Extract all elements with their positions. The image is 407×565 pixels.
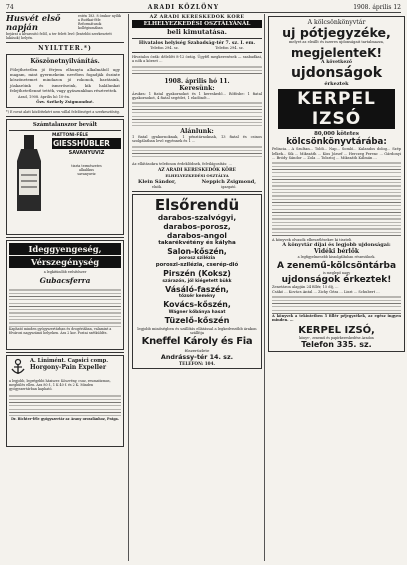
- giesshubler-sub2: alkalikus: [79, 168, 94, 173]
- library-bottom-line: A könyvek a tekintetben 5 fillér péjegyzékek, az egész ingyen minden. ...: [272, 314, 401, 323]
- kore-title-2: AZ ARADI KERESKEDŐK KÖRE: [158, 168, 236, 174]
- giesshubler-ad-title: Számtalanszor bevált: [32, 122, 98, 129]
- kerpel-small: KERPEL IZSÓ,: [298, 324, 375, 336]
- library-megjelent: megjelenteK!: [291, 46, 382, 61]
- sign-left-role: elnök.: [151, 185, 163, 190]
- keresunk-heading: Keresünk:: [179, 84, 215, 92]
- kneffel-name: Kneffel Károly és Fia: [141, 336, 253, 348]
- column-right: [264, 14, 405, 561]
- elsorendu-heading: Elsőrendü: [154, 196, 240, 215]
- alanunk-body: 1 fiatal gyakornoknak, 1 pénztárnoknak, 13 fiatal és csinos szolgálatban levő egyénnek és 1 ...: [132, 135, 262, 144]
- thanks-notice: [6, 54, 124, 108]
- page-header: [6, 3, 401, 13]
- easter-ad-body: bejárat a klvarositó felől, a ter felett levő (lentebbi szerkesztett lakások) helyén.: [6, 32, 112, 40]
- kore-banner: ELHELYEZKEDÉSI OSZTÁLYÁNÁL: [132, 20, 262, 28]
- iced-title-1: Ideggyengeség,: [9, 243, 121, 255]
- coal-line: Kovács-kőszén,: [163, 300, 231, 310]
- masthead: ARADI KÖZLÖNY: [147, 4, 220, 11]
- kerpel-phone: Telefon 335. sz.: [301, 339, 372, 349]
- coal-line: darabos-porosz,: [163, 222, 231, 232]
- library-vtar: kölcsönkönyvtárába:: [286, 137, 387, 148]
- post-line: Telefon 294. sz.: [215, 46, 244, 50]
- coal-line: darabos-szalvógyi,: [157, 213, 237, 223]
- library-ad: [268, 16, 405, 352]
- april-date: 1908. április hó 11.: [164, 77, 230, 85]
- office-body: Hivatalos órák: délelőtt 8-12 óráig. Ügyfél megkeresések — szabadkai, a nők a körzet ...: [132, 55, 262, 64]
- alanunk-heading: Alánlunk:: [180, 128, 214, 136]
- thanks-signature: Özv. Székely Zsigmondné.: [36, 99, 94, 105]
- coal-list: [136, 213, 258, 325]
- coal-line: Salon-kőszén,: [167, 247, 227, 257]
- library-body3: Csákó ... Kovács Antal ... Zichy Géza ... Liszt ... Schubert ...: [272, 289, 380, 294]
- kerpel-brand: KERPEL IZSÓ: [278, 89, 395, 129]
- coal-line: takarékvétény és kályha: [158, 240, 236, 247]
- mattoni-label: MATTONI-FÉLE: [52, 133, 89, 139]
- library-body: Pelincia... A Szultan... Toldi... Nap... Somló... Kalandos dolog... Szép lelkek... Sik ... Mikszáth ... Kiss József ... Herczeg Ferenc ... Gárdonyi ... Bródy Sándor ... Zola ... Tolsztoj ... Mikszáth Kálmán ...: [272, 147, 401, 160]
- expeller-title-1: A. Linimént. Capsici comp.: [30, 358, 109, 365]
- library-videki: Vidéki bérlők: [314, 248, 359, 256]
- library-videki-body: a legfigyelmesebb kiszolgálásban részesülnek.: [297, 255, 376, 260]
- coal-line: porosz szilézia: [178, 256, 216, 262]
- page-number: 74: [6, 4, 14, 11]
- library-zenemu: A zenemű-kölcsöntárba: [276, 261, 397, 272]
- anchor-icon: [9, 358, 27, 376]
- expeller-title-2: Horgony-Pain Expeller: [30, 364, 107, 372]
- library-kotet: 80,000 kötetes: [314, 131, 359, 138]
- library-ujdonsagok: ujdonságok: [290, 65, 383, 82]
- expeller-foot: Dr. Richter-féle gyógyszertár az Arany oroszlánhoz, Prága.: [11, 417, 119, 422]
- sign-right-role: igazgató.: [221, 185, 237, 190]
- library-small-title: A könyvtár díjai és legjobb ujdonságai:: [282, 242, 391, 249]
- library-erkeztek: érkeztek: [324, 81, 349, 88]
- iced-sub: a legkitünőbb erősítőszer: [43, 270, 87, 275]
- footnote: *) E rovat alatt közlöttekért nem vállal felelősséget a szerkesztőség.: [6, 110, 120, 115]
- kerpel-small-sub: könyv-, zenemű és papírkereskedése Aradon: [299, 335, 374, 340]
- giesshubler-sub1: tiszta természetes: [71, 164, 102, 169]
- kneffel-phone: TELEFON: 104.: [179, 361, 215, 367]
- easter-ad-title: Husvét első napján: [6, 14, 61, 32]
- library-zenemu-sub: is meglepő nagy: [322, 271, 351, 276]
- coal-line: szárazón, jól kiégetett bükk: [162, 278, 232, 284]
- giesshubler-sub3: savanyuviz: [77, 172, 96, 177]
- easter-ad: [6, 14, 124, 32]
- alanunk-note: Az ellátásokra telefonon érdeklődnek, felvilágosítás: ...: [132, 161, 232, 166]
- library-ujdonsagok2: ujdonságok érkeztek!: [281, 275, 392, 286]
- expeller-body: a legjobb, legrégebbi háziszer. Köszvény, csuz, reumatizmus, meghülés ellen. Ára 80 f., 1 K 40 f. és 2 K. Minden gyógyszertárban kapható.: [9, 379, 111, 392]
- kneffel-ad: [132, 194, 262, 369]
- coal-line: Tüzelő-kőszén: [164, 314, 230, 325]
- library-zenemu-body: Zenetáron alapján 24 fillér, 15 díj, ...: [272, 285, 339, 290]
- sign-right-name: Neppich Zsigmond,: [201, 179, 256, 186]
- coal-line: poroszi-szilézia, cserép-dió: [155, 262, 239, 269]
- phone-line: Telefon 294. sz.: [150, 46, 179, 50]
- iced-title-2: Vérszegénység: [9, 256, 121, 268]
- coal-line: Pirszén (Koksz): [163, 269, 231, 279]
- keresunk-body: Árukra: 1 fiatal gyakornokot és 1 kereskedő... Rőfösbe: 1 fiatal gyakornokot, 4 fiatal segédet, 1 eladónőt...: [132, 91, 262, 100]
- iced-body: Kapható minden gyógyszertárban és drogériában, valamint a fővárosi nagyszámú helyeken. Ára 2 kor. Postai szétküldés.: [9, 327, 112, 336]
- library-big1: uj pótjegyzéke,: [282, 25, 391, 40]
- kneffel-address: Andrássy-tér 14. sz.: [160, 353, 234, 362]
- office-line: Hivatalos helyiség Szabadság-tér 7. sz. I. em.: [138, 41, 256, 46]
- giesshubler-ad: [6, 119, 124, 235]
- coal-line: Wágner kőbánya hasat: [168, 309, 226, 315]
- thanks-date: Arad, 1908. április hó 10-én.: [18, 95, 71, 100]
- easter-ad-side: estén 183. 8 órakor nyílik a Ruttkai-féle Reformátusok kollégiumában: [78, 14, 121, 30]
- library-sub1: melyet az eleállt és iszeres ujdonságait tartalmazza,: [288, 40, 385, 44]
- library-kenyvtar: A könyvek olvasók elbeszélésekre ki tiszteli: [272, 238, 352, 243]
- savanyuviz-label: SAVANYUVIZ: [68, 150, 105, 157]
- coal-line: tőzsér kemény: [178, 294, 216, 300]
- coal-line: darabos-angol: [167, 231, 227, 241]
- sign-left-name: Klein Sándor,: [138, 179, 177, 186]
- coal-line: Vásáló-faszén,: [165, 284, 229, 294]
- giesshubler-brand: GIESSHÜBLER: [52, 138, 121, 149]
- library-top-title: A kölcsönkönyvtár: [307, 19, 366, 26]
- library-kovetkezo: A következő: [321, 60, 352, 66]
- thanks-title: Köszönetnyilvánítás.: [30, 58, 100, 65]
- kneffel-sub: fűszerüzlete: [184, 348, 210, 354]
- expeller-ad: [6, 355, 124, 447]
- thanks-body: Fölejthetetlen jó férjem elhunyta alkalmából ugy magam, mint gyermekeim nevében fogadják őszinte köszönetemet mindazon jó rokonok, barátaink, jóakaróink és ismerőseink, kik halálunkat felejthetetlenné tették, vagy gyászunkban résztvettek.: [10, 67, 120, 93]
- gubacs-brand: Gubacsferra: [39, 276, 91, 286]
- kneffel-body: legjobb minőségben és szállítás ellátással a legkedvezőbb árakon szállítja: [137, 326, 257, 335]
- kore-top-title: AZ ARADI KERESKEDŐK KÖRE: [149, 14, 245, 20]
- iced-ad: [6, 240, 124, 350]
- column-middle: [128, 14, 262, 561]
- kore-sub-2: ELHELYEZKEDÉSI OSZTÁLYA: [165, 173, 229, 179]
- issue-date: 1908. április 12: [353, 4, 401, 11]
- kore-sub: beli kimutatása.: [167, 28, 227, 36]
- bottle-icon: [9, 133, 49, 213]
- column-left: [6, 14, 124, 561]
- nyilttet-heading: NYILTTER.*): [38, 45, 92, 52]
